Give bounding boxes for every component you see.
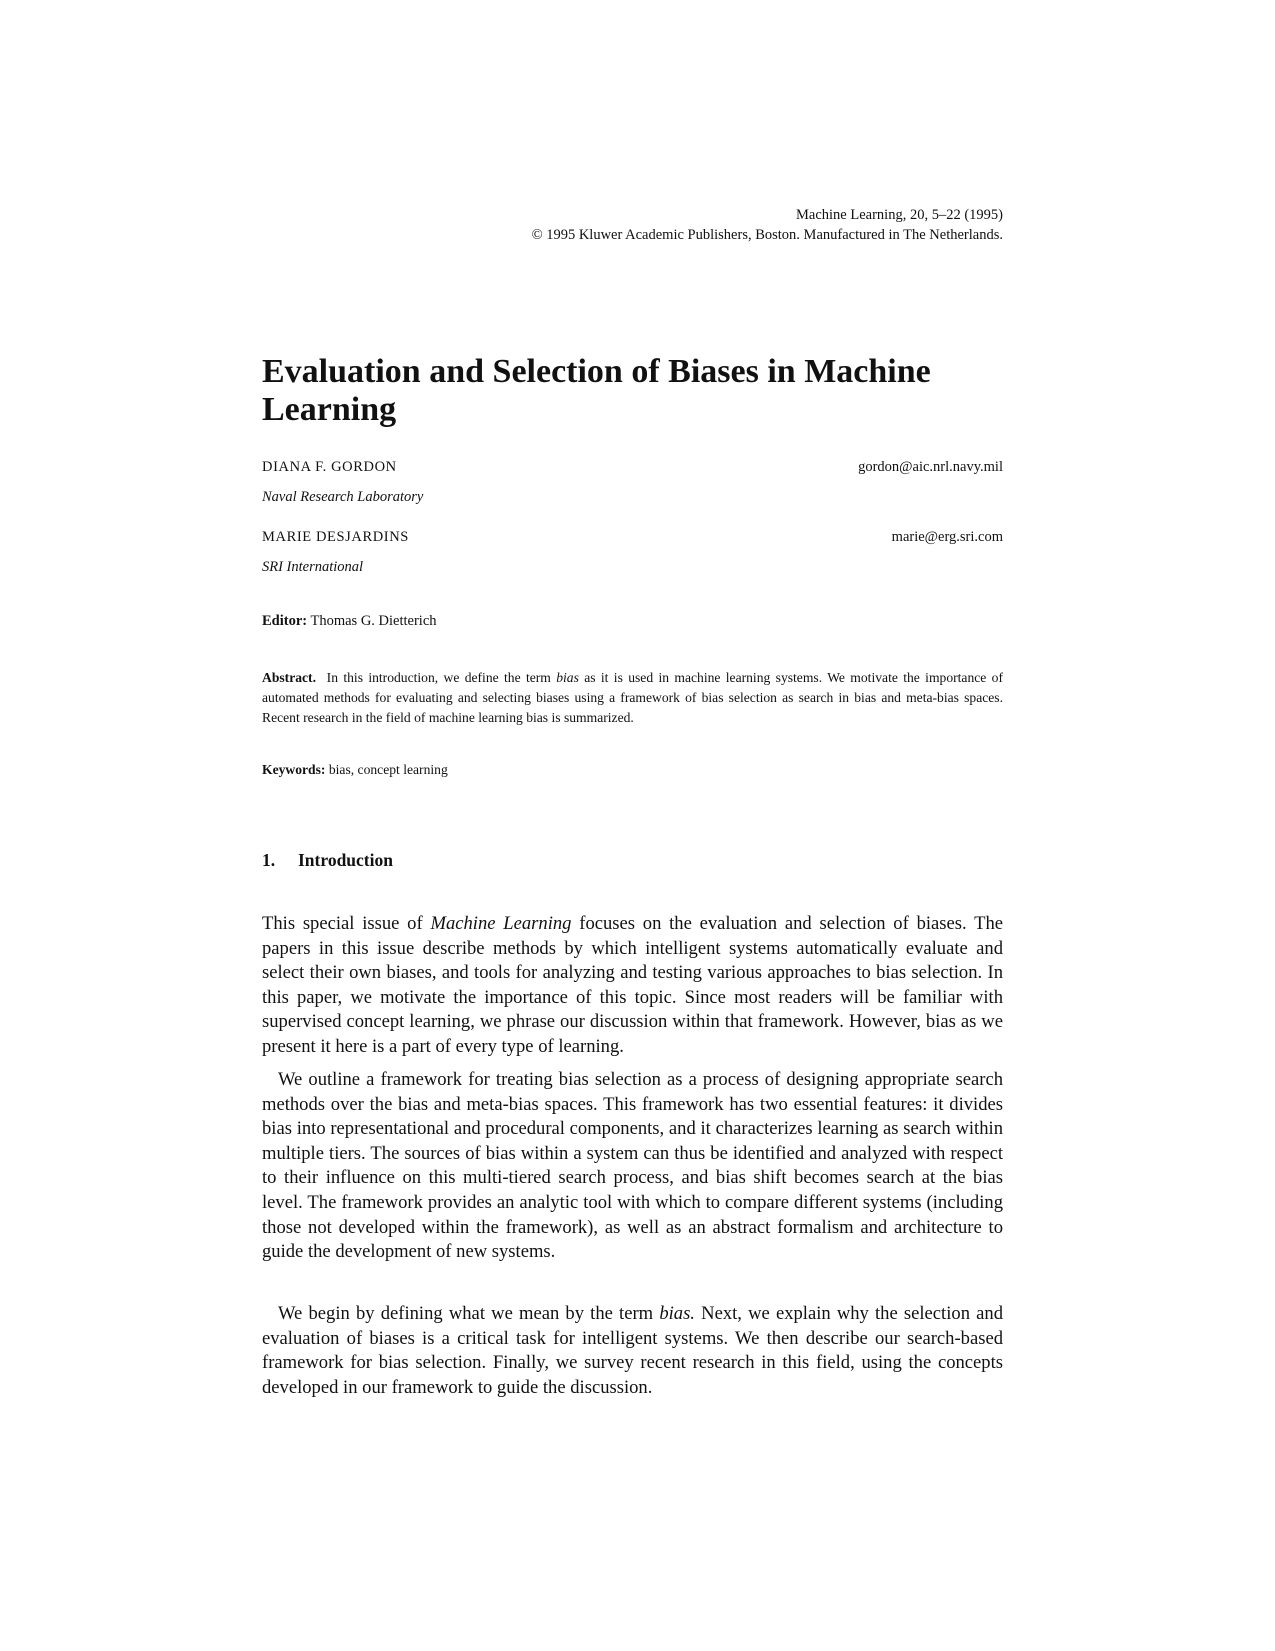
section-number: 1. (262, 850, 276, 870)
paragraph-3 (262, 1302, 1003, 1400)
keywords-text: bias, concept learning (328, 762, 448, 777)
author-affiliation-1: Naval Research Laboratory (262, 489, 424, 505)
abstract-text-before: In this introduction, we define the term (326, 670, 551, 685)
copyright-notice: © 1995 Kluwer Academic Publishers, Boston. Manufactured in The Netherlands. (531, 227, 1003, 243)
p1-text-after: focuses on the evaluation and selection of biases. The papers in this issue describe methods by which intelligent systems automatically evaluate and select their own biases, and tools for analyzing and testing various approaches to bias selection. In this paper, we motivate the importance of this topic. Since most readers will be familiar with supervised concept learning, we phrase our discussion within that framework. However, bias as we present it here is a part of every type of learning. (262, 913, 1003, 1057)
abstract-term: bias (556, 670, 579, 685)
section-title: Introduction (298, 850, 393, 870)
journal-citation: Machine Learning, 20, 5–22 (1995) (796, 207, 1003, 223)
abstract-text-after: as it is used in machine learning systems. We motivate the importance of automated methods for evaluating and selecting biases using a framework of bias selection as search in bias and meta-bias spaces. Recent research in the field of machine learning bias is summarized. (262, 670, 1003, 725)
keywords-line (262, 762, 448, 778)
p3-text-after: Next, we explain why the selection and evaluation of biases is a critical task for intelligent systems. We then describe our search-based framework for bias selection. Finally, we survey recent research in this field, using the concepts developed in our framework to guide the discussion. (262, 1303, 1003, 1398)
abstract (262, 668, 1003, 728)
author-email-1: gordon@aic.nrl.navy.mil (858, 459, 1003, 475)
p1-journal-name: Machine Learning (430, 913, 572, 934)
p3-term: bias. (659, 1303, 695, 1324)
editor-line (262, 613, 437, 630)
author-name-1: DIANA F. GORDON (262, 459, 397, 475)
p3-text-before: We begin by defining what we mean by the term (278, 1303, 654, 1324)
editor-label: Editor: (262, 613, 308, 629)
keywords-label: Keywords: (262, 762, 326, 777)
paper-title: Evaluation and Selection of Biases in Machine Learning (262, 353, 931, 428)
author-email-2: marie@erg.sri.com (891, 529, 1003, 545)
paragraph-1 (262, 912, 1003, 1060)
author-name-2: MARIE DESJARDINS (262, 529, 409, 545)
p1-text-before: This special issue of (262, 913, 423, 934)
paragraph-2: We outline a framework for treating bias selection as a process of designing appropriate search methods over the bias and meta-bias spaces. This framework has two essential features: it divides bias into representational and procedural components, and it characterizes learning as search within multiple tiers. The sources of bias within a system can thus be identified and analyzed with respect to their influence on this multi-tiered search process, and bias shift becomes search at the bias level. The framework provides an analytic tool with which to compare different systems (including those not developed within the framework), as well as an abstract formalism and architecture to guide the development of new systems. (262, 1069, 1003, 1263)
author-affiliation-2: SRI International (262, 559, 364, 575)
abstract-label: Abstract. (262, 670, 316, 685)
editor-name: Thomas G. Dietterich (310, 613, 437, 629)
section-heading (262, 850, 393, 871)
